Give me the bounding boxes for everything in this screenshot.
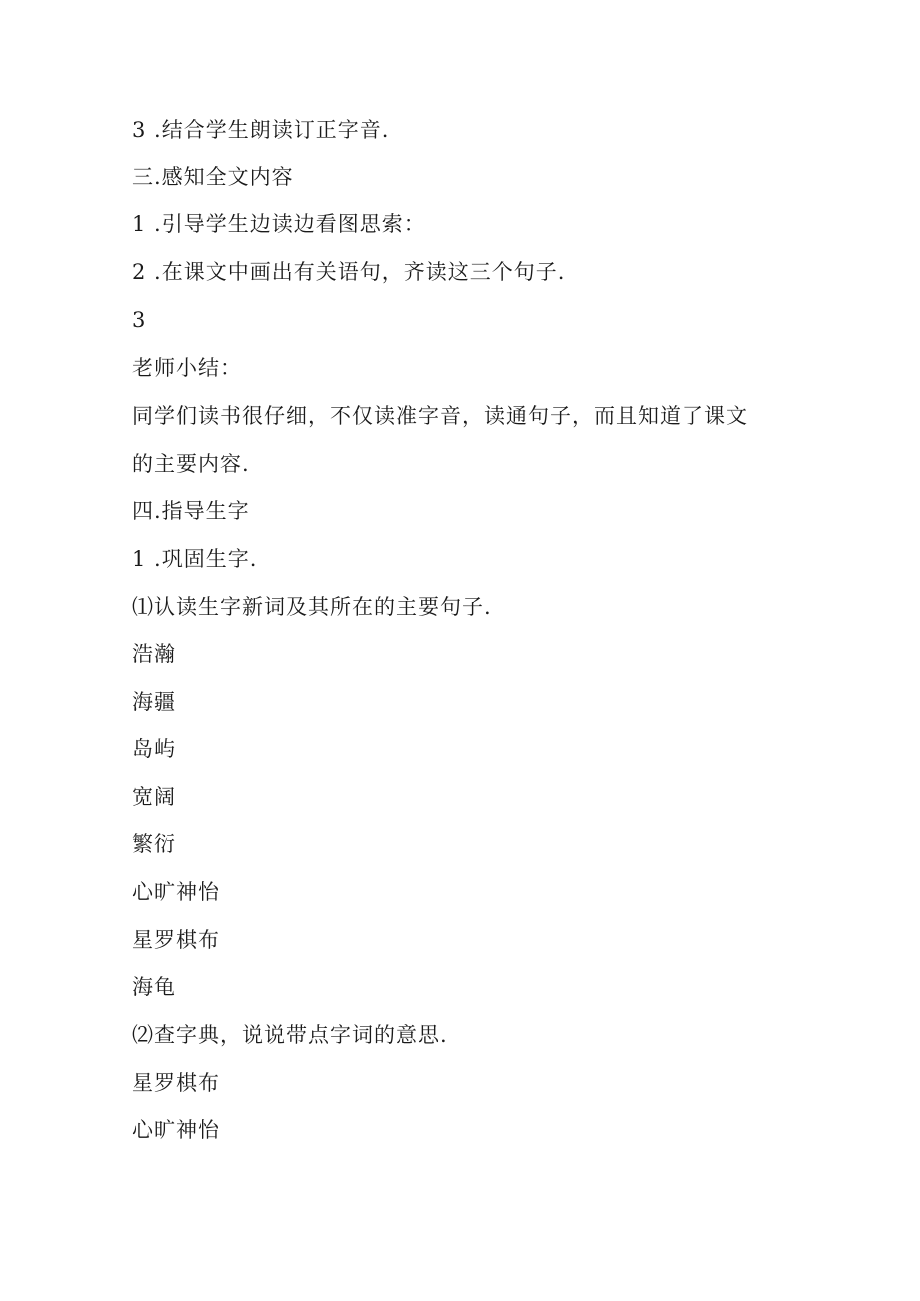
step-1-read-and-think: 1 .引导学生边读边看图思索： — [132, 212, 426, 236]
step-1-consolidate-characters: 1 .巩固生字. — [132, 547, 258, 571]
vocab-word: 星罗棋布 — [132, 928, 220, 952]
substep-1-read-new-words: ⑴认读生字新词及其所在的主要句子. — [132, 595, 492, 619]
step-3-correct-pronunciation: 3 .结合学生朗读订正字音. — [132, 118, 390, 142]
dictionary-word: 星罗棋布 — [132, 1071, 220, 1095]
vocab-word: 浩瀚 — [132, 642, 176, 666]
dictionary-word: 心旷神怡 — [132, 1118, 220, 1142]
teacher-summary-text: 同学们读书很仔细，不仅读准字音，读通句子，而且知道了课文 — [132, 404, 748, 428]
section-4-heading: 四.指导生字 — [132, 499, 250, 523]
vocab-word: 宽阔 — [132, 785, 176, 809]
teacher-summary-label: 老师小结： — [132, 356, 242, 380]
vocab-word: 海龟 — [132, 975, 176, 999]
substep-2-dictionary: ⑵查字典，说说带点字词的意思. — [132, 1023, 448, 1047]
step-2-mark-sentences: 2 .在课文中画出有关语句，齐读这三个句子. — [132, 260, 566, 284]
vocab-word: 海疆 — [132, 690, 176, 714]
vocab-word: 心旷神怡 — [132, 880, 220, 904]
vocab-word: 繁衍 — [132, 832, 176, 856]
vocab-word: 岛屿 — [132, 737, 176, 761]
teacher-summary-text-continued: 的主要内容. — [132, 452, 250, 476]
step-3-number: 3 — [132, 308, 147, 332]
section-3-heading: 三.感知全文内容 — [132, 165, 294, 189]
